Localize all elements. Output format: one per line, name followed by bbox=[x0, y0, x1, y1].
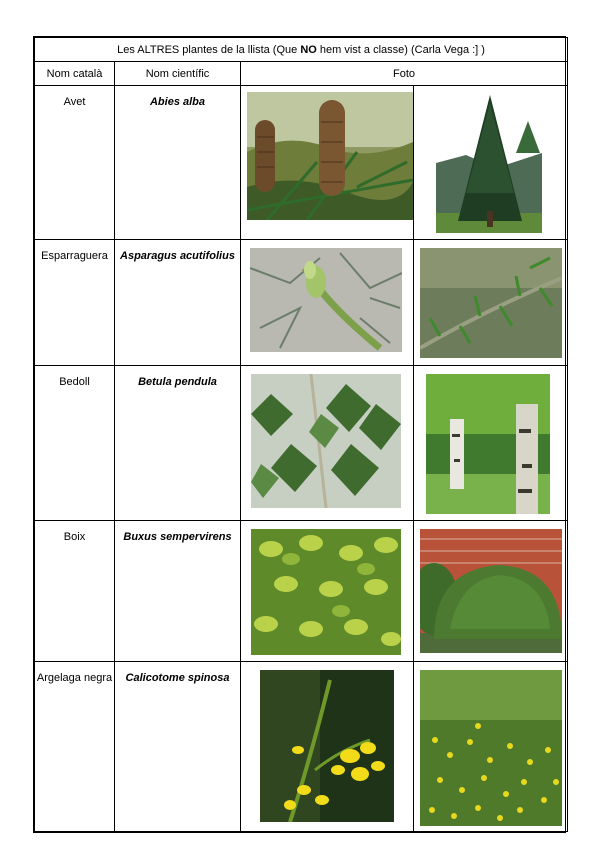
catalan-name: Avet bbox=[35, 86, 115, 240]
boxwood-leaves-photo bbox=[251, 529, 401, 655]
title-emphasis: NO bbox=[300, 43, 317, 56]
title-suffix: hem vist a classe) (Carla Vega :] ) bbox=[316, 43, 485, 56]
scientific-name: Asparagus acutifolius bbox=[115, 240, 241, 366]
photo-cell bbox=[414, 662, 568, 832]
photo-cell bbox=[241, 366, 414, 521]
photo-cell bbox=[414, 366, 568, 521]
table-row bbox=[35, 366, 568, 521]
photo-cell bbox=[241, 521, 414, 662]
scientific-name: Abies alba bbox=[115, 86, 241, 240]
catalan-name: Bedoll bbox=[35, 366, 115, 521]
scientific-name: Calicotome spinosa bbox=[115, 662, 241, 832]
birch-leaves-photo bbox=[251, 374, 401, 508]
photo-cell bbox=[241, 662, 414, 832]
photo-cell bbox=[414, 521, 568, 662]
photo-cell bbox=[414, 86, 568, 240]
scientific-name: Betula pendula bbox=[115, 366, 241, 521]
table-row bbox=[35, 662, 568, 832]
table-row bbox=[35, 86, 568, 240]
header-scientific: Nom científic bbox=[115, 62, 241, 86]
catalan-name: Argelaga negra bbox=[35, 662, 115, 832]
plant-list-sheet bbox=[33, 36, 566, 833]
table-title bbox=[35, 38, 568, 62]
catalan-name: Esparraguera bbox=[35, 240, 115, 366]
fir-tree-photo bbox=[436, 93, 542, 233]
asparagus-shoot-photo bbox=[250, 248, 402, 352]
header-catalan: Nom català bbox=[35, 62, 115, 86]
broom-flowers-photo bbox=[260, 670, 394, 822]
photo-cell bbox=[241, 240, 414, 366]
boxwood-shrub-photo bbox=[420, 529, 562, 653]
title-prefix: Les ALTRES plantes de la llista (Que bbox=[117, 43, 301, 56]
plant-table bbox=[34, 37, 568, 832]
asparagus-stem-photo bbox=[420, 248, 562, 358]
photo-cell bbox=[241, 86, 414, 240]
broom-shrub-photo bbox=[420, 670, 562, 826]
scientific-name: Buxus sempervirens bbox=[115, 521, 241, 662]
fir-cones-photo bbox=[247, 92, 413, 220]
photo-cell bbox=[414, 240, 568, 366]
header-photo: Foto bbox=[241, 62, 568, 86]
table-row bbox=[35, 240, 568, 366]
table-row bbox=[35, 521, 568, 662]
catalan-name: Boix bbox=[35, 521, 115, 662]
birch-trees-photo bbox=[426, 374, 550, 514]
